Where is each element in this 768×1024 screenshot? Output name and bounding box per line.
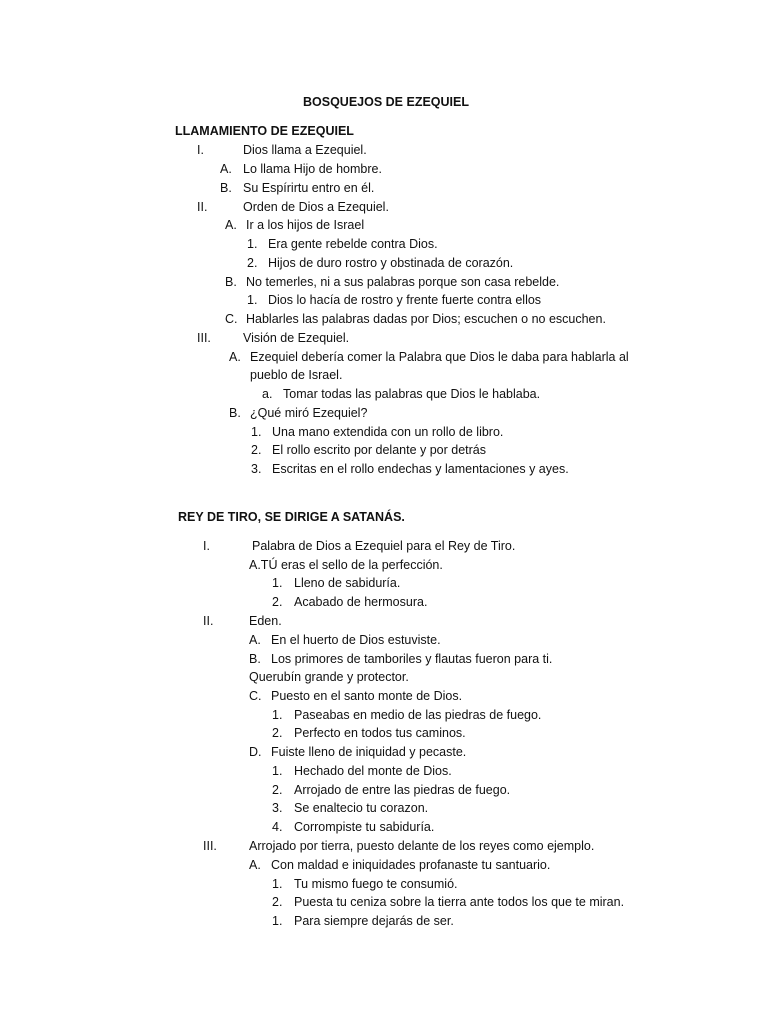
outline-item: Lleno de sabiduría. <box>294 576 401 590</box>
outline-marker: II. <box>203 614 214 628</box>
outline-marker: 2. <box>272 895 283 909</box>
outline-marker: 2. <box>247 256 258 270</box>
outline-marker: 2. <box>251 443 262 457</box>
outline-marker: III. <box>197 331 211 345</box>
outline-marker: 1. <box>272 576 283 590</box>
outline-item: Ir a los hijos de Israel <box>246 218 365 232</box>
outline-marker: D. <box>249 745 262 759</box>
section-heading: REY DE TIRO, SE DIRIGE A SATANÁS. <box>178 510 405 524</box>
outline-marker: B. <box>220 181 232 195</box>
outline-marker: A. <box>220 162 232 176</box>
document-title: BOSQUEJOS DE EZEQUIEL <box>303 95 470 109</box>
outline-item: Fuiste lleno de iniquidad y pecaste. <box>271 745 467 759</box>
outline-item: Orden de Dios a Ezequiel. <box>243 200 389 214</box>
outline-marker: I. <box>203 539 210 553</box>
outline-marker: A. <box>229 350 241 364</box>
outline-marker: C. <box>249 689 262 703</box>
outline-marker: 2. <box>272 726 283 740</box>
outline-item: Hijos de duro rostro y obstinada de corazón. <box>268 256 514 270</box>
outline-item: Con maldad e iniquidades profanaste tu santuario. <box>271 858 551 872</box>
outline-item: Dios llama a Ezequiel. <box>243 143 367 157</box>
outline-marker: B. <box>249 652 261 666</box>
outline-item: Puesto en el santo monte de Dios. <box>271 689 463 703</box>
outline-item: Una mano extendida con un rollo de libro. <box>272 425 504 439</box>
outline-marker: 3. <box>251 462 262 476</box>
outline-item: Tomar todas las palabras que Dios le hablaba. <box>283 387 541 401</box>
outline-item: Los primores de tamboriles y flautas fueron para ti. <box>271 652 553 666</box>
outline-item: Era gente rebelde contra Dios. <box>268 237 438 251</box>
outline-item: El rollo escrito por delante y por detrás <box>272 443 486 457</box>
outline-marker: III. <box>203 839 217 853</box>
outline-item: Arrojado de entre las piedras de fuego. <box>294 783 511 797</box>
outline-marker: A. <box>249 858 261 872</box>
outline-item: Escritas en el rollo endechas y lamentaciones y ayes. <box>272 462 569 476</box>
outline-marker: a. <box>262 387 273 401</box>
outline-item-continuation: pueblo de Israel. <box>250 368 343 382</box>
outline-marker: 4. <box>272 820 283 834</box>
outline-item: Su Espírirtu entro en él. <box>243 181 375 195</box>
outline-marker: 1. <box>251 425 262 439</box>
outline-marker: A. <box>249 633 261 647</box>
outline-marker: 1. <box>272 914 283 928</box>
outline-marker: 1. <box>272 877 283 891</box>
outline-marker: 1. <box>247 237 258 251</box>
outline-item-continuation: Querubín grande y protector. <box>249 670 409 684</box>
outline-marker: C. <box>225 312 238 326</box>
outline-item: Lo llama Hijo de hombre. <box>243 162 382 176</box>
outline-item: Hechado del monte de Dios. <box>294 764 452 778</box>
outline-item: Se enaltecio tu corazon. <box>294 801 429 815</box>
outline-item: Perfecto en todos tus caminos. <box>294 726 466 740</box>
outline-item: ¿Qué miró Ezequiel? <box>250 406 368 420</box>
outline-item: Ezequiel debería comer la Palabra que Dios le daba para hablarla al <box>250 350 629 364</box>
outline-marker: 2. <box>272 783 283 797</box>
outline-item: Hablarles las palabras dadas por Dios; escuchen o no escuchen. <box>246 312 606 326</box>
outline-item: Arrojado por tierra, puesto delante de los reyes como ejemplo. <box>249 839 595 853</box>
outline-item: No temerles, ni a sus palabras porque son casa rebelde. <box>246 275 560 289</box>
outline-item: Palabra de Dios a Ezequiel para el Rey de Tiro. <box>252 539 516 553</box>
outline-marker: 1. <box>272 708 283 722</box>
outline-item: Puesta tu ceniza sobre la tierra ante todos los que te miran. <box>294 895 625 909</box>
outline-marker: II. <box>197 200 208 214</box>
outline-marker: B. <box>225 275 237 289</box>
outline-item: A.TÚ eras el sello de la perfección. <box>249 558 443 572</box>
outline-item: Paseabas en medio de las piedras de fuego. <box>294 708 542 722</box>
outline-item: Visión de Ezequiel. <box>243 331 350 345</box>
outline-item: Eden. <box>249 614 282 628</box>
outline-marker: 3. <box>272 801 283 815</box>
outline-marker: A. <box>225 218 237 232</box>
outline-item: En el huerto de Dios estuviste. <box>271 633 441 647</box>
outline-marker: 1. <box>272 764 283 778</box>
outline-marker: 2. <box>272 595 283 609</box>
outline-item: Tu mismo fuego te consumió. <box>294 877 458 891</box>
outline-marker: 1. <box>247 293 258 307</box>
outline-item: Acabado de hermosura. <box>294 595 428 609</box>
section-heading: LLAMAMIENTO DE EZEQUIEL <box>175 124 354 138</box>
outline-item: Corrompiste tu sabiduría. <box>294 820 435 834</box>
outline-marker: I. <box>197 143 204 157</box>
outline-item: Para siempre dejarás de ser. <box>294 914 454 928</box>
outline-marker: B. <box>229 406 241 420</box>
outline-item: Dios lo hacía de rostro y frente fuerte contra ellos <box>268 293 542 307</box>
